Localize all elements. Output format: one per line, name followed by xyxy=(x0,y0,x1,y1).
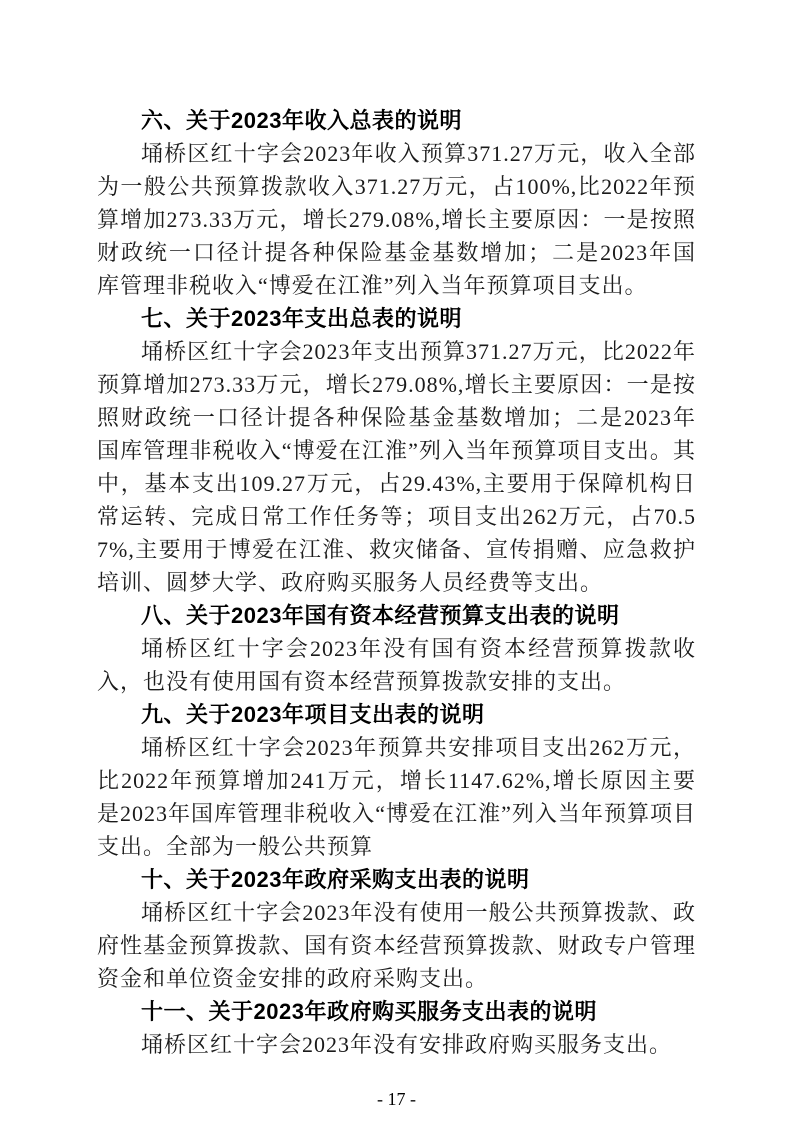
section-heading-gov-procurement: 十、关于2023年政府采购支出表的说明 xyxy=(141,867,530,892)
section-paragraph-gov-procurement: 埇桥区红十字会2023年没有使用一般公共预算拨款、政府性基金预算拨款、国有资本经营预算拨款、财政专户管理资金和单位资金安排的政府采购支出。 xyxy=(97,900,696,991)
section-paragraph-gov-purchased-services: 埇桥区红十字会2023年没有安排政府购买服务支出。 xyxy=(141,1032,673,1057)
section-heading-expenditure-table: 七、关于2023年支出总表的说明 xyxy=(141,306,462,331)
section-paragraph-state-capital-budget: 埇桥区红十字会2023年没有国有资本经营预算拨款收入，也没有使用国有资本经营预算拨款安排的支出。 xyxy=(97,636,696,694)
section-income-table-note xyxy=(97,104,696,302)
section-paragraph-expenditure-table: 埇桥区红十字会2023年支出预算371.27万元，比2022年预算增加273.33万元，增长279.08%,增长主要原因：一是按照财政统一口径计提各种保险基金基数增加；二是2023年国库管理非税收入“博爱在江淮”列入当年预算项目支出。其中，基本支出109.27万元，占29.43%,主要用于保障机构日常运转、完成日常工作任务等；项目支出262万元，占70.57%,主要用于博爱在江淮、救灾储备、宣传捐赠、应急救护培训、圆梦大学、政府购买服务人员经费等支出。 xyxy=(97,339,696,595)
section-paragraph-project-expenditure: 埇桥区红十字会2023年预算共安排项目支出262万元，比2022年预算增加241万元，增长1147.62%,增长原因主要是2023年国库管理非税收入“博爱在江淮”列入当年预算项目支出。全部为一般公共预算 xyxy=(97,735,696,859)
section-project-expenditure-note xyxy=(97,698,696,863)
section-gov-purchased-services-note xyxy=(97,995,696,1061)
section-heading-income-table: 六、关于2023年收入总表的说明 xyxy=(141,108,462,133)
section-heading-gov-purchased-services: 十一、关于2023年政府购买服务支出表的说明 xyxy=(141,999,597,1024)
section-state-capital-budget-note xyxy=(97,599,696,698)
section-heading-state-capital-budget: 八、关于2023年国有资本经营预算支出表的说明 xyxy=(141,603,620,628)
page-number: - 17 - xyxy=(377,1089,416,1109)
section-expenditure-table-note xyxy=(97,302,696,599)
section-gov-procurement-note xyxy=(97,863,696,995)
section-paragraph-income-table: 埇桥区红十字会2023年收入预算371.27万元，收入全部为一般公共预算拨款收入371.27万元，占100%,比2022年预算增加273.33万元，增长279.08%,增长主要原因：一是按照财政统一口径计提各种保险基金基数增加；二是2023年国库管理非税收入“博爱在江淮”列入当年预算项目支出。 xyxy=(97,141,696,298)
section-heading-project-expenditure: 九、关于2023年项目支出表的说明 xyxy=(141,702,485,727)
